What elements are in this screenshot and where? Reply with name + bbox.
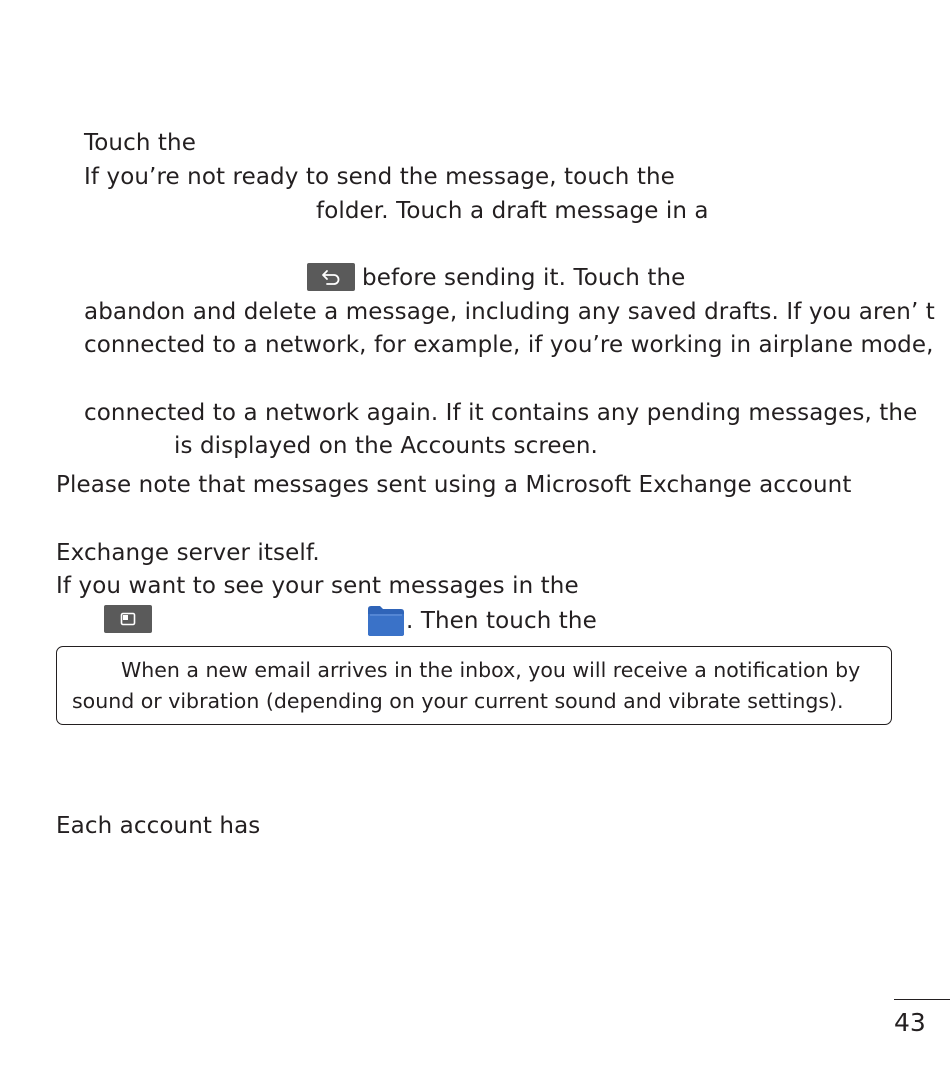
see-sent-text: If you want to see your sent messages in the: [56, 573, 579, 599]
each-account-text: Each account has: [56, 813, 261, 839]
back-arrow-icon: [307, 263, 355, 291]
touch-the-text: Touch the: [84, 130, 196, 156]
menu-icon: [104, 605, 152, 633]
note-line-1: When a new email arrives in the inbox, you will receive a notification by: [121, 658, 861, 682]
not-ready-text: If you’re not ready to send the message, touch the: [84, 164, 675, 190]
page-divider: [894, 999, 950, 1000]
page-number: 43: [894, 1008, 926, 1037]
accounts-screen-text: is displayed on the Accounts screen.: [174, 433, 598, 459]
exchange-note-text: Please note that messages sent using a Microsoft Exchange account: [56, 472, 852, 498]
abandon-delete-text: abandon and delete a message, including any saved drafts. If you aren’ t: [84, 299, 935, 325]
folder-draft-text: folder. Touch a draft message in a: [316, 198, 709, 224]
before-sending-text: before sending it. Touch the: [362, 265, 686, 291]
connected-airplane-text: connected to a network, for example, if you’re working in airplane mode,: [84, 332, 934, 358]
folder-icon: [366, 604, 406, 637]
exchange-server-text: Exchange server itself.: [56, 540, 320, 566]
note-line-2: sound or vibration (depending on your current sound and vibrate settings).: [72, 689, 844, 713]
connected-again-text: connected to a network again. If it contains any pending messages, the: [84, 400, 918, 426]
then-touch-text: . Then touch the: [406, 608, 597, 634]
